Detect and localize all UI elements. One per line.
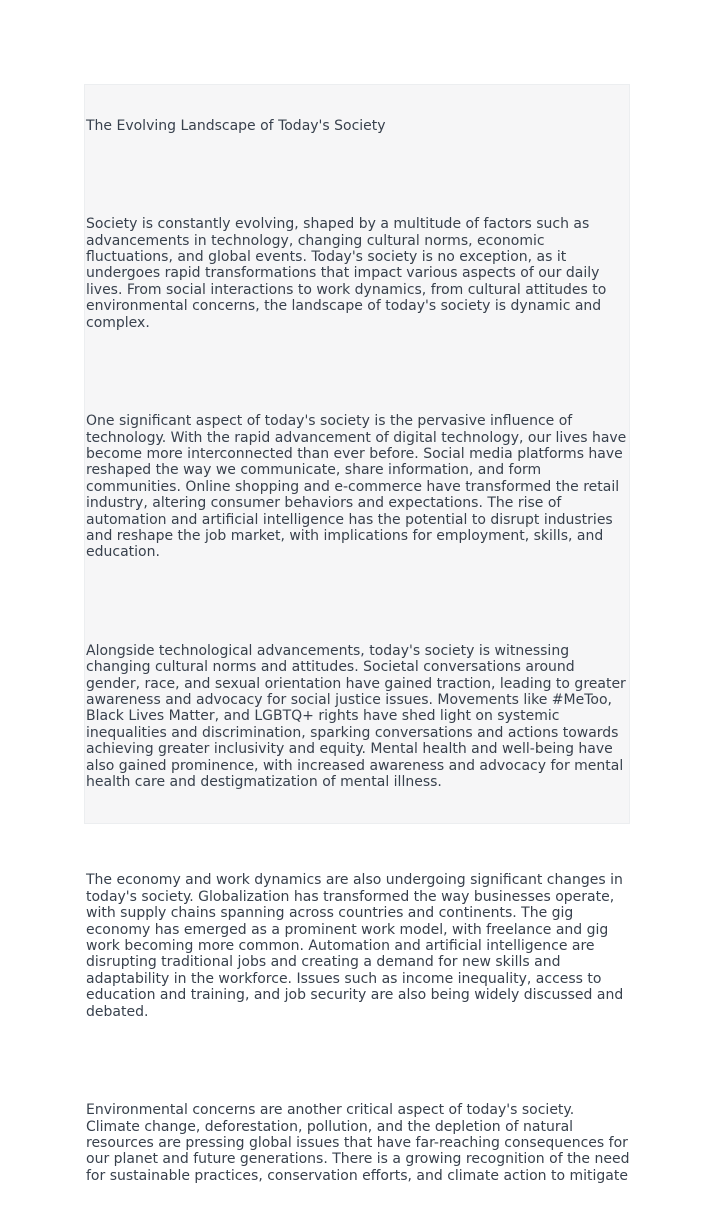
paragraph-5: Environmental concerns are another critical aspect of today's society. Climate change, deforestation, pollution, and the depletion of natural resources are pressing global issues that have far-reaching consequences for our planet and future generations. There is a growing recognition of the need for sustainable practices, conservation efforts, and climate action to mitigate [86,1102,630,1184]
document-body [86,85,646,1217]
paragraph-spacer [86,823,646,839]
paragraph-3: Alongside technological advancements, today's society is witnessing changing cultural norms and attitudes. Societal conversations around gender, race, and sexual orientation have gained traction, leading to greater awareness and advocacy for social justice issues. Movements like #MeToo, Black Lives Matter, and LGBTQ+ rights have shed light on systemic inequalities and discrimination, sparking conversations and actions towards achieving greater inclusivity and equity. Mental health and well-being have also gained prominence, with increased awareness and advocacy for mental health care and destigmatization of mental illness. [86,642,626,791]
paragraph-spacer [86,167,646,183]
document-text-area[interactable] [84,84,630,1184]
paragraph-4: The economy and work dynamics are also undergoing significant changes in today's society. Globalization has transformed the way businesses operate, with supply chains spanning across countries and continents. The gig economy has emerged as a prominent work model, with freelance and gig work becoming more common. Automation and artificial intelligence are disrupting traditional jobs and creating a demand for new skills and adaptability in the workforce. Issues such as income inequality, access to education and training, and job security are also being widely discussed and debated. [86,872,624,1020]
paragraph-spacer [86,594,646,610]
paragraph-1: Society is constantly evolving, shaped by a multitude of factors such as advancements in technology, changing cultural norms, economic fluctuations, and global events. Today's society is no exception, as it undergoes rapid transformations that impact various aspects of our daily lives. From social interactions to work dynamics, from cultural attitudes to environmental concerns, the landscape of today's society is dynamic and complex. [86,216,607,331]
paragraph-2: One significant aspect of today's society is the pervasive influence of technology. With the rapid advancement of digital technology, our lives have become more interconnected than ever before. Social media platforms have reshaped the way we communicate, share information, and form communities. Online shopping and e-commerce have transformed the retail industry, altering consumer behaviors and expectations. The rise of automation and artificial intelligence has the potential to disrupt industries and reshape the job market, with implications for employment, skills, and education. [86,413,627,561]
paragraph-spacer [86,364,646,380]
document-title: The Evolving Landscape of Today's Society [86,117,386,134]
paragraph-spacer [86,1053,646,1069]
